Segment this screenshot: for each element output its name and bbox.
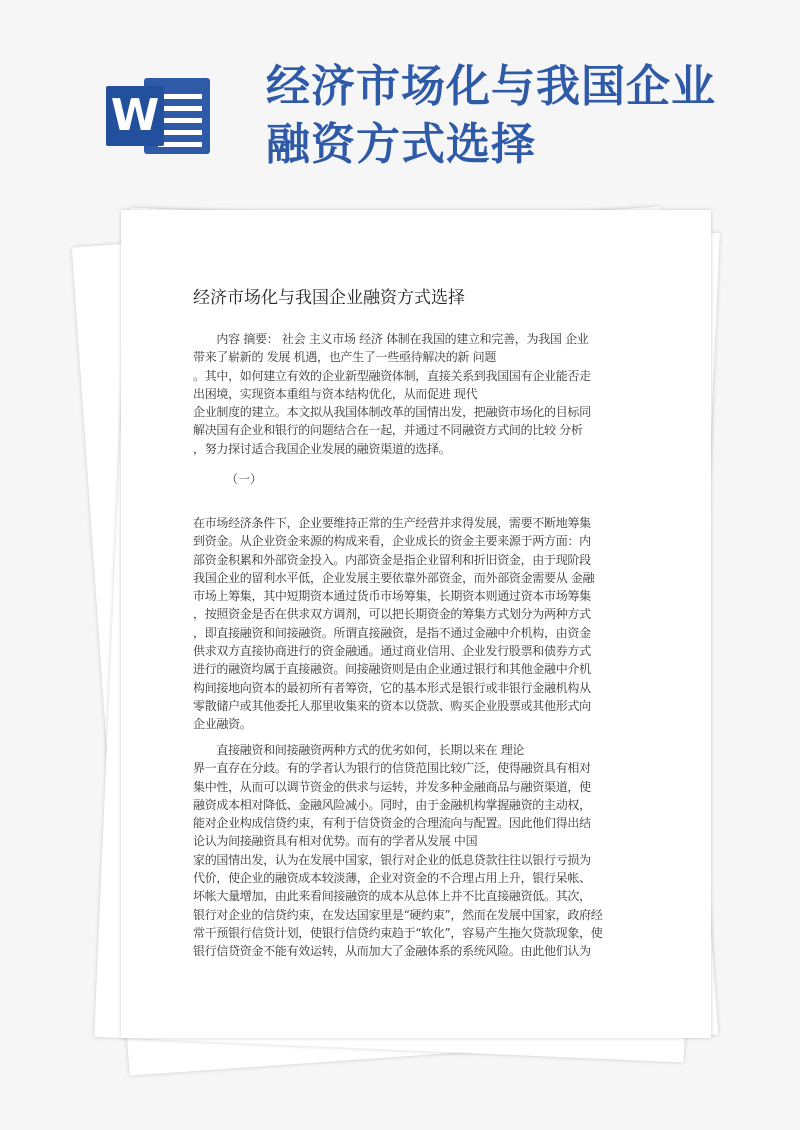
text-line: 。其中，如何建立有效的企业新型融资体制，直接关系到我国国有企业能否走: [193, 368, 591, 383]
body-paragraph-1: [193, 514, 638, 734]
header-title: [266, 58, 726, 174]
text-line: 直接融资和间接融资两种方式的优劣如何，长期以来在 理论: [193, 743, 525, 757]
text-line: ，即直接融资和间接融资。所谓直接融资，是指不通过金融中介机构，由资金: [193, 625, 591, 640]
text-line: 部资金积累和外部资金投入。内部资金是指企业留利和折旧资金，由于现阶段: [193, 552, 591, 567]
word-doc-icon: [106, 72, 214, 158]
text-line: 企业融资。: [193, 717, 252, 732]
text-line: 银行信贷资金不能有效运转，从而加大了金融体系的系统风险。由此他们认为: [193, 944, 591, 959]
text-line: 到资金。从企业资金来源的构成来看，企业成长的资金主要来源于两方面：内: [193, 534, 591, 549]
text-line: 企业制度的建立。本文拟从我国体制改革的国情出发，把融资市场化的目标同: [193, 405, 591, 420]
text-line: 常干预银行信贷计划，使银行信贷约束趋于“软化”，容易产生拖欠贷款现象，使: [193, 925, 603, 940]
text-line: 出困境，实现资本重组与资本结构优化，从而促进 现代: [193, 386, 478, 401]
text-line: 零散储户或其他委托人那里收集来的资本以贷款、购买企业股票或其他形式向: [193, 698, 591, 713]
text-line: 银行对企业的信贷约束，在发达国家里是“硬约束”，然而在发展中国家，政府经: [193, 907, 603, 922]
body-paragraph-2: [193, 741, 638, 961]
text-line: 内容 摘要： 社会 主义市场 经济 体制在我国的建立和完善，为我国 企业: [193, 332, 589, 346]
header-title-line2: 融资方式选择: [266, 119, 536, 170]
text-line: ，按照资金是否在供求双方调剂，可以把长期资金的筹集方式划分为两种方式: [193, 607, 591, 622]
text-line: 供求双方直接协商进行的资金融通。通过商业信用、企业发行股票和债券方式: [193, 644, 591, 659]
text-line: 解决国有企业和银行的问题结合在一起，并通过不同融资方式间的比较 分析: [193, 423, 583, 438]
text-line: 集中性，从而可以调节资金的供求与运转，并发多种金融商品与融资渠道，使: [193, 779, 591, 794]
text-line: 能对企业构成信贷约束，有利于信贷资金的合理流向与配置。因此他们得出结: [193, 816, 591, 831]
text-line: 带来了崭新的 发展 机遇，也产生了一些亟待解决的新 问题: [193, 350, 497, 365]
text-line: 坏帐大量增加，由此来看间接融资的成本从总体上并不比直接融资低。其次，: [193, 889, 591, 904]
header-title-line1: 经济市场化与我国企业: [266, 61, 716, 112]
word-letter-badge: W: [106, 86, 164, 146]
text-line: 界一直存在分歧。有的学者认为银行的信贷范围比较广泛，使得融资具有相对: [193, 761, 591, 776]
text-line: 论认为间接融资具有相对优势。而有的学者从发展 中国: [193, 834, 478, 849]
text-line: 构间接地向资本的最初所有者筹资，它的基本形式是银行或非银行金融机构从: [193, 680, 591, 695]
text-line: 代价，使企业的融资成本较淡薄，企业对资金的不合理占用上升，银行呆帐、: [193, 871, 591, 886]
document-title: 经济市场化与我国企业融资方式选择: [193, 288, 465, 308]
text-line: 市场上筹集，其中短期资本通过货币市场筹集，长期资本则通过资本市场筹集: [193, 589, 591, 604]
abstract-paragraph: [193, 330, 638, 458]
text-line: 我国企业的留利水平低，企业发展主要依靠外部资金，而外部资金需要从 金融: [193, 570, 595, 585]
text-line: ，努力探讨适合我国企业发展的融资渠道的选择。: [193, 441, 451, 456]
text-line: 融资成本相对降低、金融风险减小。同时，由于金融机构掌握融资的主动权，: [193, 797, 591, 812]
section-mark: （一）: [226, 472, 263, 486]
text-line: 家的国情出发，认为在发展中国家，银行对企业的低息贷款往往以银行亏损为: [193, 852, 591, 867]
text-line: 进行的融资均属于直接融资。间接融资则是由企业通过银行和其他金融中介机: [193, 662, 591, 677]
text-line: 在市场经济条件下，企业要维持正常的生产经营并求得发展，需要不断地筹集: [193, 516, 591, 530]
